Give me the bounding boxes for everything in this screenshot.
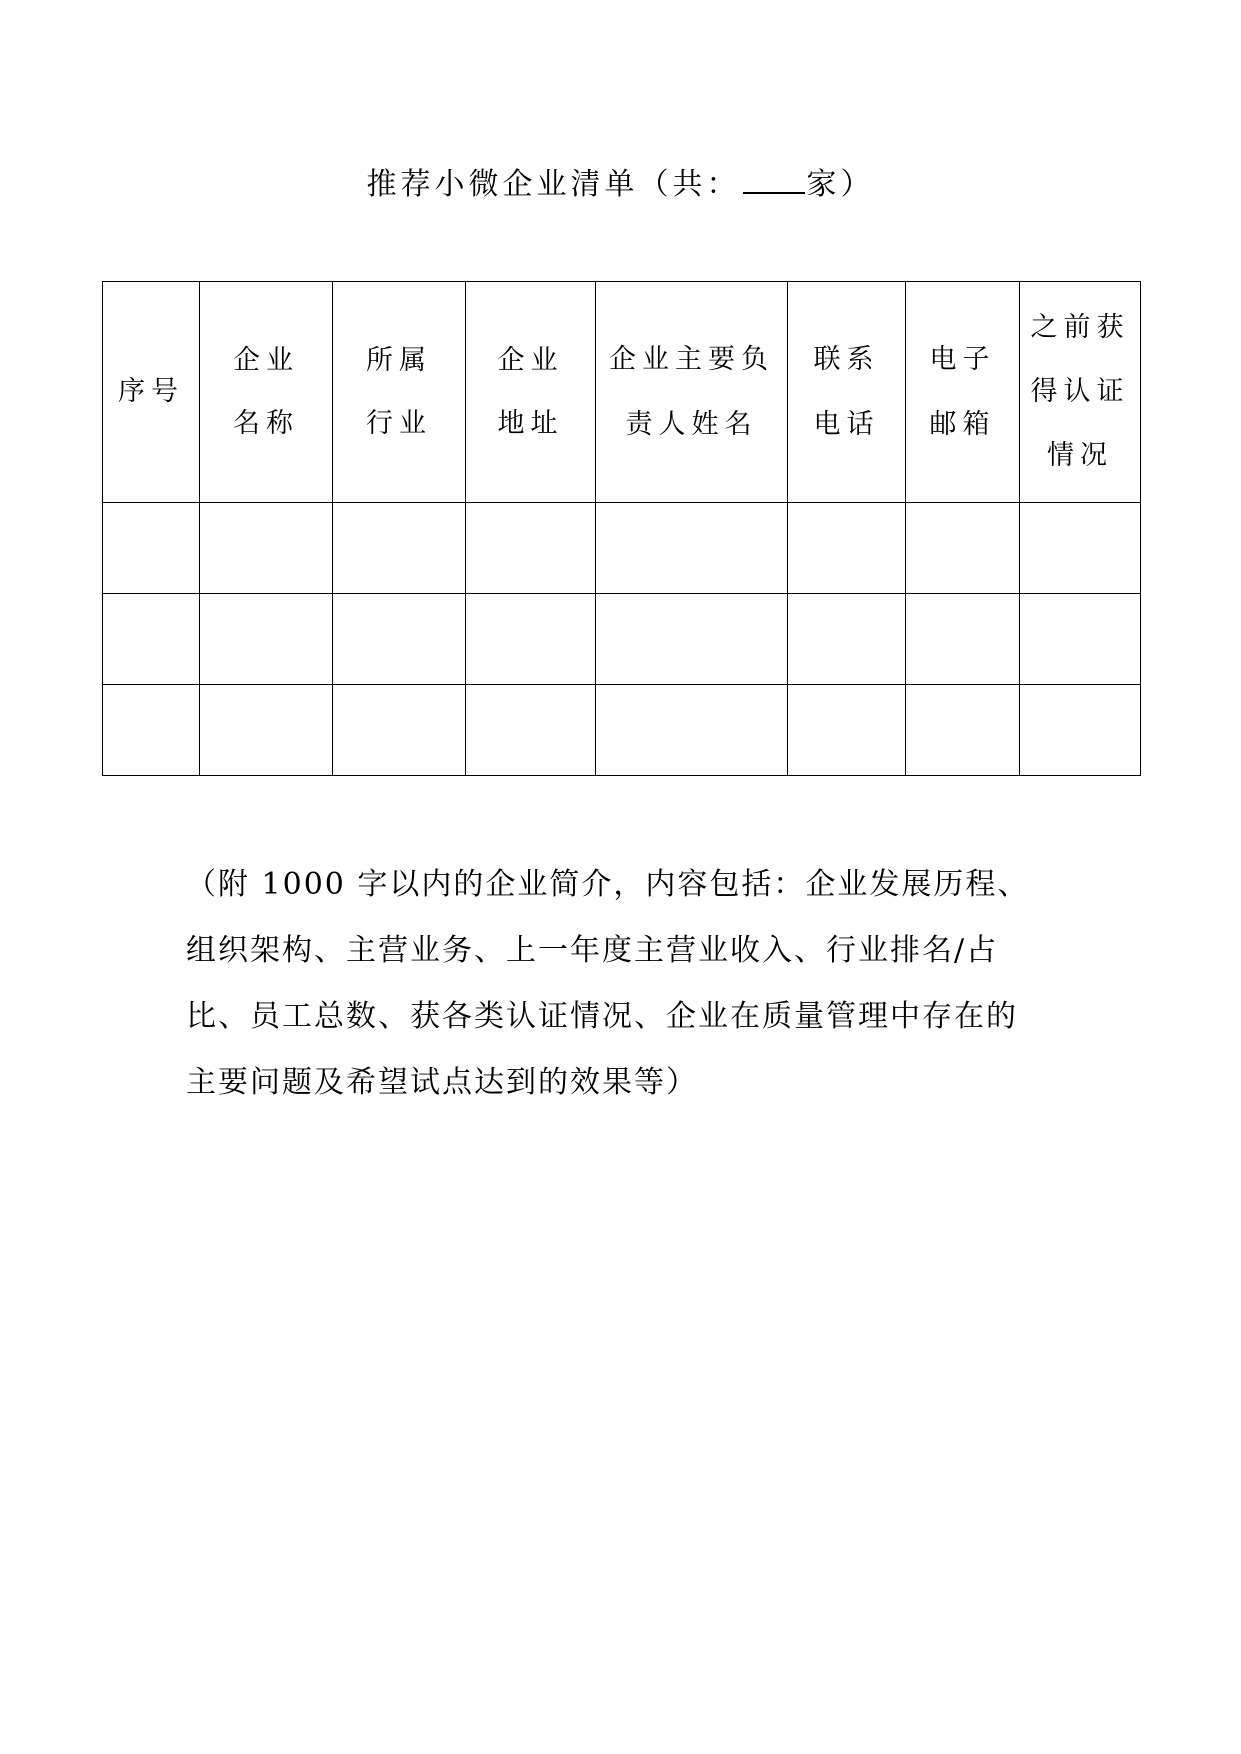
table-row — [103, 685, 1141, 776]
table-cell[interactable] — [906, 503, 1020, 594]
table-cell[interactable] — [1020, 594, 1141, 685]
header-email-line-2: 邮箱 — [929, 408, 996, 440]
header-phone-line-2: 电话 — [813, 408, 880, 440]
header-leader-name-line-1: 企业主要负 — [609, 343, 774, 375]
header-address — [466, 282, 596, 503]
table-cell[interactable] — [200, 594, 333, 685]
header-email-line-1: 电子 — [929, 343, 996, 375]
table-cell[interactable] — [103, 685, 200, 776]
table-cell[interactable] — [466, 503, 596, 594]
table-cell[interactable] — [103, 594, 200, 685]
header-certifications-line-2: 得认证 — [1030, 376, 1130, 407]
table-cell[interactable] — [906, 594, 1020, 685]
header-email — [906, 282, 1020, 503]
table-cell[interactable] — [788, 594, 906, 685]
note-line-1: （附 1000 字以内的企业简介，内容包括：企业发展历程、 — [186, 867, 1030, 902]
header-phone-line-1: 联系 — [813, 343, 880, 375]
table-cell[interactable] — [466, 594, 596, 685]
header-certifications-line-3: 情况 — [1047, 440, 1113, 471]
table-cell[interactable] — [103, 503, 200, 594]
title-suffix: 家） — [806, 167, 875, 202]
header-company-name-line-1: 企业 — [233, 344, 299, 376]
header-leader-name — [596, 282, 788, 503]
table-cell[interactable] — [906, 685, 1020, 776]
table-cell[interactable] — [1020, 503, 1141, 594]
count-blank-field[interactable] — [743, 162, 805, 194]
table-cell[interactable] — [333, 594, 466, 685]
table-row — [103, 503, 1141, 594]
table-cell[interactable] — [200, 503, 333, 594]
header-address-line-2: 地址 — [497, 407, 564, 439]
table-row — [103, 594, 1141, 685]
header-certifications — [1020, 282, 1141, 503]
note-line-4: 主要问题及希望试点达到的效果等） — [186, 1065, 698, 1100]
page-title — [0, 162, 1241, 205]
header-company-name-line-2: 名称 — [233, 407, 299, 439]
note-line-3: 比、员工总数、获各类认证情况、企业在质量管理中存在的 — [186, 999, 1018, 1034]
company-profile-note — [186, 852, 1066, 1116]
table-cell[interactable] — [333, 685, 466, 776]
table-cell[interactable] — [788, 685, 906, 776]
title-prefix: 推荐小微企业清单（共： — [366, 167, 741, 202]
header-phone — [788, 282, 906, 503]
table-cell[interactable] — [1020, 685, 1141, 776]
header-industry — [333, 282, 466, 503]
table-cell[interactable] — [596, 685, 788, 776]
table-header-row — [103, 282, 1141, 503]
note-line-2: 组织架构、主营业务、上一年度主营业收入、行业排名/占 — [186, 933, 999, 968]
table-cell[interactable] — [596, 503, 788, 594]
header-industry-line-2: 行业 — [366, 407, 432, 439]
header-index — [103, 282, 200, 503]
table-cell[interactable] — [333, 503, 466, 594]
table-cell[interactable] — [466, 685, 596, 776]
table-cell[interactable] — [200, 685, 333, 776]
header-address-line-1: 企业 — [497, 344, 564, 376]
table-cell[interactable] — [788, 503, 906, 594]
company-roster-table — [102, 281, 1141, 776]
header-industry-line-1: 所属 — [366, 344, 432, 376]
header-company-name — [200, 282, 333, 503]
header-index-label: 序号 — [118, 376, 184, 407]
table-cell[interactable] — [596, 594, 788, 685]
header-certifications-line-1: 之前获 — [1030, 312, 1130, 343]
header-leader-name-line-2: 责人姓名 — [625, 408, 758, 440]
